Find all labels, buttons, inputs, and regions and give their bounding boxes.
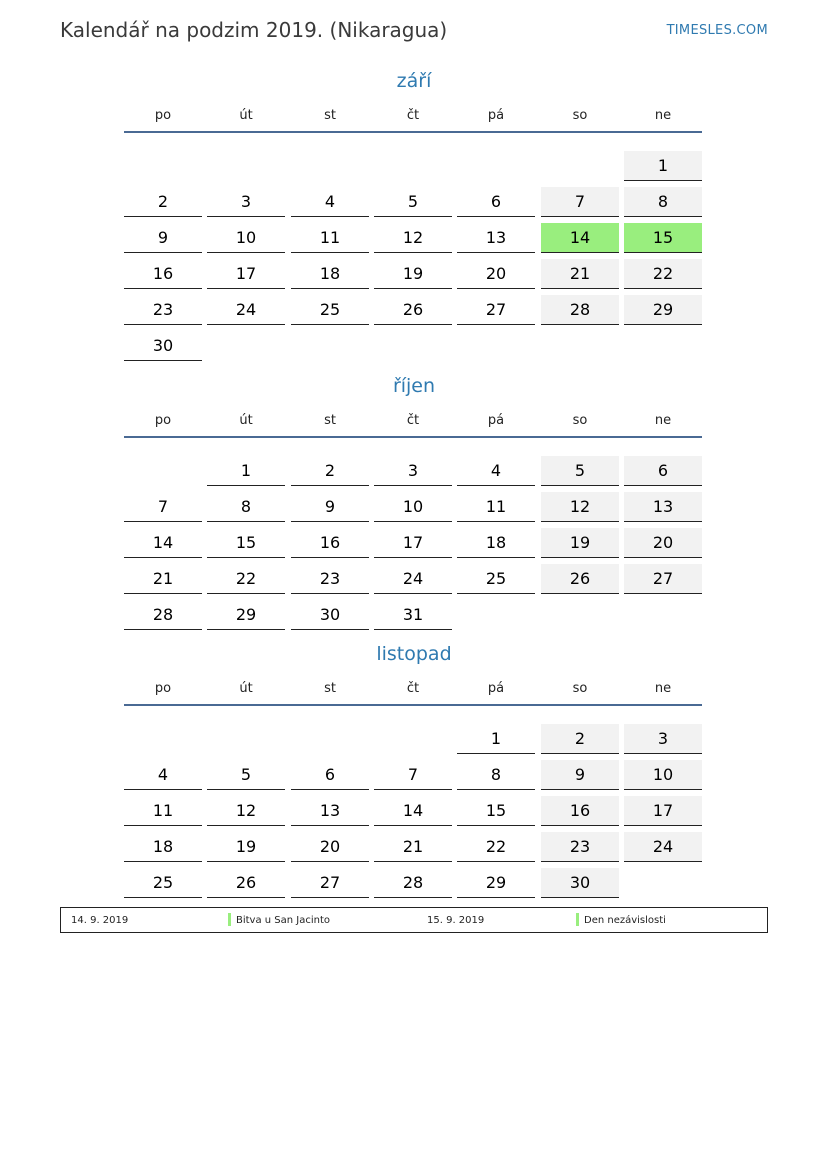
weekday-header: čt — [406, 108, 420, 123]
day-cell: 9 — [291, 492, 369, 522]
day-cell: 14 — [541, 223, 619, 253]
day-cell: 5 — [374, 187, 452, 217]
day-cell: 10 — [624, 760, 702, 790]
day-cell: 6 — [291, 760, 369, 790]
day-cell: 24 — [624, 832, 702, 862]
day-cell: 25 — [124, 868, 202, 898]
day-cell: 7 — [124, 492, 202, 522]
weekday-divider — [124, 704, 702, 706]
weekday-header: st — [324, 413, 336, 428]
day-cell: 16 — [541, 796, 619, 826]
day-cell: 27 — [457, 295, 535, 325]
day-cell: 5 — [541, 456, 619, 486]
day-cell: 28 — [124, 600, 202, 630]
weekday-header: ne — [654, 681, 672, 696]
legend-holiday-name: Den nezávislosti — [584, 915, 666, 926]
day-cell: 1 — [207, 456, 285, 486]
day-cell: 4 — [457, 456, 535, 486]
day-cell: 15 — [457, 796, 535, 826]
day-cell: 26 — [541, 564, 619, 594]
day-cell: 8 — [457, 760, 535, 790]
day-cell: 12 — [207, 796, 285, 826]
day-cell: 29 — [207, 600, 285, 630]
day-cell: 30 — [124, 331, 202, 361]
day-cell: 1 — [457, 724, 535, 754]
day-cell: 19 — [374, 259, 452, 289]
weekday-header: po — [154, 108, 172, 123]
day-cell: 14 — [374, 796, 452, 826]
weekday-header: ne — [654, 108, 672, 123]
day-cell: 2 — [124, 187, 202, 217]
legend-date: 14. 9. 2019 — [71, 915, 129, 926]
day-cell: 23 — [291, 564, 369, 594]
weekday-header: so — [572, 108, 588, 123]
day-cell: 19 — [207, 832, 285, 862]
day-cell: 17 — [207, 259, 285, 289]
day-cell: 21 — [541, 259, 619, 289]
day-cell: 7 — [374, 760, 452, 790]
weekday-header: po — [154, 681, 172, 696]
day-cell: 13 — [291, 796, 369, 826]
day-cell: 6 — [457, 187, 535, 217]
weekday-header: st — [324, 108, 336, 123]
day-cell: 17 — [374, 528, 452, 558]
day-cell: 7 — [541, 187, 619, 217]
day-cell: 26 — [374, 295, 452, 325]
day-cell: 18 — [457, 528, 535, 558]
day-cell: 9 — [541, 760, 619, 790]
day-cell: 18 — [124, 832, 202, 862]
day-cell: 27 — [291, 868, 369, 898]
day-cell: 28 — [541, 295, 619, 325]
day-cell: 13 — [457, 223, 535, 253]
day-cell: 16 — [291, 528, 369, 558]
month-name: listopad — [376, 643, 452, 665]
day-cell: 8 — [207, 492, 285, 522]
day-cell: 11 — [291, 223, 369, 253]
day-cell: 4 — [124, 760, 202, 790]
weekday-header: út — [239, 108, 253, 123]
weekday-header: so — [572, 413, 588, 428]
day-cell: 10 — [374, 492, 452, 522]
day-cell: 31 — [374, 600, 452, 630]
day-cell: 24 — [207, 295, 285, 325]
legend-color-marker — [576, 913, 579, 926]
weekday-divider — [124, 131, 702, 133]
day-cell: 21 — [124, 564, 202, 594]
page-title: Kalendář na podzim 2019. (Nikaragua) — [60, 18, 448, 42]
day-cell: 11 — [124, 796, 202, 826]
day-cell: 3 — [207, 187, 285, 217]
day-cell: 27 — [624, 564, 702, 594]
day-cell: 9 — [124, 223, 202, 253]
day-cell: 20 — [457, 259, 535, 289]
weekday-header: út — [239, 681, 253, 696]
day-cell: 2 — [541, 724, 619, 754]
weekday-header: pá — [487, 681, 505, 696]
day-cell: 10 — [207, 223, 285, 253]
day-cell: 17 — [624, 796, 702, 826]
weekday-header: po — [154, 413, 172, 428]
day-cell: 5 — [207, 760, 285, 790]
weekday-header: pá — [487, 108, 505, 123]
day-cell: 29 — [457, 868, 535, 898]
day-cell: 8 — [624, 187, 702, 217]
day-cell: 23 — [124, 295, 202, 325]
weekday-header: ne — [654, 413, 672, 428]
day-cell: 14 — [124, 528, 202, 558]
day-cell: 22 — [624, 259, 702, 289]
weekday-header: pá — [487, 413, 505, 428]
day-cell: 21 — [374, 832, 452, 862]
day-cell: 12 — [374, 223, 452, 253]
day-cell: 6 — [624, 456, 702, 486]
day-cell: 24 — [374, 564, 452, 594]
day-cell: 22 — [457, 832, 535, 862]
holiday-legend — [60, 907, 768, 933]
day-cell: 25 — [291, 295, 369, 325]
weekday-header: út — [239, 413, 253, 428]
weekday-header: čt — [406, 681, 420, 696]
day-cell: 23 — [541, 832, 619, 862]
weekday-header: so — [572, 681, 588, 696]
day-cell: 28 — [374, 868, 452, 898]
month-name: říjen — [392, 375, 436, 397]
day-cell: 18 — [291, 259, 369, 289]
day-cell: 3 — [624, 724, 702, 754]
day-cell: 30 — [541, 868, 619, 898]
day-cell: 22 — [207, 564, 285, 594]
day-cell: 3 — [374, 456, 452, 486]
legend-color-marker — [228, 913, 231, 926]
day-cell: 15 — [207, 528, 285, 558]
month-name: září — [396, 70, 432, 92]
weekday-header: čt — [406, 413, 420, 428]
day-cell: 2 — [291, 456, 369, 486]
day-cell: 25 — [457, 564, 535, 594]
day-cell: 19 — [541, 528, 619, 558]
legend-holiday-name: Bitva u San Jacinto — [236, 915, 331, 926]
weekday-header: st — [324, 681, 336, 696]
weekday-divider — [124, 436, 702, 438]
legend-date: 15. 9. 2019 — [427, 915, 485, 926]
day-cell: 29 — [624, 295, 702, 325]
day-cell: 30 — [291, 600, 369, 630]
day-cell: 1 — [624, 151, 702, 181]
day-cell: 12 — [541, 492, 619, 522]
day-cell: 20 — [291, 832, 369, 862]
page-header — [60, 18, 768, 48]
day-cell: 13 — [624, 492, 702, 522]
day-cell: 26 — [207, 868, 285, 898]
day-cell: 16 — [124, 259, 202, 289]
brand-link[interactable]: TIMESLES.COM — [666, 23, 768, 38]
day-cell: 4 — [291, 187, 369, 217]
day-cell: 20 — [624, 528, 702, 558]
day-cell: 11 — [457, 492, 535, 522]
day-cell: 15 — [624, 223, 702, 253]
